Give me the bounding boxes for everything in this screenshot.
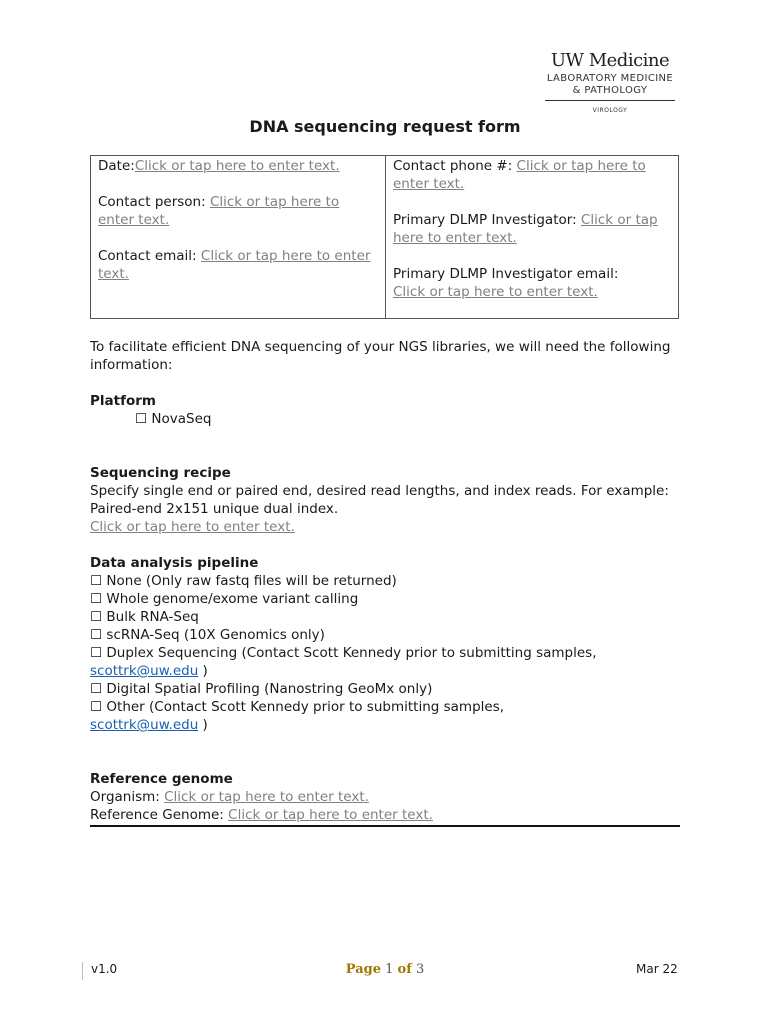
contact-person-input[interactable]: Click or tap here to enter text. xyxy=(98,194,340,228)
reference-heading: Reference genome xyxy=(90,771,233,787)
genome-field xyxy=(90,806,680,824)
checkbox-icon[interactable]: ☐ xyxy=(90,609,103,625)
logo-department xyxy=(545,73,675,101)
option-label: None (Only raw fastq files will be returned) xyxy=(106,573,397,589)
pipeline-section xyxy=(90,554,680,734)
logo-dept-line2: & PATHOLOGY xyxy=(572,85,648,96)
section-divider xyxy=(90,825,680,827)
genome-input[interactable]: Click or tap here to enter text. xyxy=(228,807,433,823)
contact-table xyxy=(90,155,679,319)
pipeline-option-scrna[interactable] xyxy=(90,626,680,644)
checkbox-icon[interactable]: ☐ xyxy=(90,699,103,715)
contact-person-label: Contact person: xyxy=(98,194,210,210)
checkbox-icon[interactable]: ☐ xyxy=(135,411,148,427)
pipeline-option-other[interactable] xyxy=(90,698,680,716)
pipeline-option-none[interactable] xyxy=(90,572,680,590)
of-word: of xyxy=(397,962,412,977)
option-label: Bulk RNA-Seq xyxy=(106,609,199,625)
uw-medicine-logo xyxy=(545,50,675,114)
genome-label: Reference Genome: xyxy=(90,807,229,823)
close-paren: ) xyxy=(198,717,208,733)
page-total: 3 xyxy=(415,962,425,977)
contact-email-input[interactable]: Click or tap here to enter text. xyxy=(98,248,371,282)
checkbox-icon[interactable]: ☐ xyxy=(90,645,103,661)
date-label: Date: xyxy=(98,158,135,174)
contact-person-field xyxy=(98,193,378,229)
recipe-input[interactable]: Click or tap here to enter text. xyxy=(90,519,295,535)
date-input[interactable]: Click or tap here to enter text. xyxy=(134,158,340,174)
intro-text: To facilitate efficient DNA sequencing of your NGS libraries, we will need the following information: xyxy=(90,339,671,373)
investigator-field xyxy=(393,211,671,247)
page-title: DNA sequencing request form xyxy=(249,117,521,136)
recipe-section xyxy=(90,464,680,536)
investigator-email-label: Primary DLMP Investigator email: xyxy=(393,266,619,282)
contact-right-column xyxy=(386,156,678,318)
date-field xyxy=(98,157,378,175)
logo-subtitle: VIROLOGY xyxy=(592,107,628,114)
investigator-label: Primary DLMP Investigator: xyxy=(393,212,581,228)
logo-dept-line1: LABORATORY MEDICINE xyxy=(546,73,674,84)
footer-version: v1.0 xyxy=(91,962,118,976)
option-label: NovaSeq xyxy=(151,411,212,427)
scott-email-link[interactable]: scottrk@uw.edu xyxy=(90,663,199,679)
option-label: Other (Contact Scott Kennedy prior to submitting samples, xyxy=(106,699,505,715)
contact-phone-label: Contact phone #: xyxy=(393,158,517,174)
platform-section xyxy=(90,392,680,428)
page-word: Page xyxy=(345,962,381,977)
option-label: Whole genome/exome variant calling xyxy=(106,591,359,607)
contact-left-column xyxy=(91,156,386,318)
checkbox-icon[interactable]: ☐ xyxy=(90,591,103,607)
checkbox-icon[interactable]: ☐ xyxy=(90,573,103,589)
organism-field xyxy=(90,788,680,806)
contact-email-field xyxy=(98,247,378,283)
contact-phone-field xyxy=(393,157,671,193)
option-label: Duplex Sequencing (Contact Scott Kennedy prior to submitting samples, xyxy=(106,645,597,661)
close-paren: ) xyxy=(198,663,208,679)
recipe-heading: Sequencing recipe xyxy=(90,465,231,481)
recipe-instructions: Specify single end or paired end, desired read lengths, and index reads. For example: Paired-end 2x151 unique dual index. xyxy=(90,483,669,517)
pipeline-option-wgs[interactable] xyxy=(90,590,680,608)
investigator-input[interactable]: Click or tap here to enter text. xyxy=(393,212,658,246)
pipeline-heading: Data analysis pipeline xyxy=(90,555,259,571)
organism-input[interactable]: Click or tap here to enter text. xyxy=(164,789,369,805)
investigator-email-input[interactable]: Click or tap here to enter text. xyxy=(393,284,598,300)
investigator-email-field xyxy=(393,265,671,301)
platform-option-novaseq[interactable] xyxy=(90,410,680,428)
contact-phone-input[interactable]: Click or tap here to enter text. xyxy=(393,158,646,192)
organism-label: Organism: xyxy=(90,789,165,805)
checkbox-icon[interactable]: ☐ xyxy=(90,681,103,697)
scott-email-link[interactable]: scottrk@uw.edu xyxy=(90,717,199,733)
logo-brand: UW Medicine xyxy=(550,50,670,71)
platform-heading: Platform xyxy=(90,393,156,409)
reference-section xyxy=(90,770,680,824)
pipeline-option-bulk-rna[interactable] xyxy=(90,608,680,626)
pipeline-option-dsp[interactable] xyxy=(90,680,680,698)
option-label: Digital Spatial Profiling (Nanostring GeoMx only) xyxy=(106,681,433,697)
page-current: 1 xyxy=(385,962,394,977)
pipeline-option-duplex[interactable] xyxy=(90,644,680,662)
footer-date: Mar 22 xyxy=(636,962,678,976)
checkbox-icon[interactable]: ☐ xyxy=(90,627,103,643)
contact-email-label: Contact email: xyxy=(98,248,201,264)
option-label: scRNA-Seq (10X Genomics only) xyxy=(106,627,325,643)
